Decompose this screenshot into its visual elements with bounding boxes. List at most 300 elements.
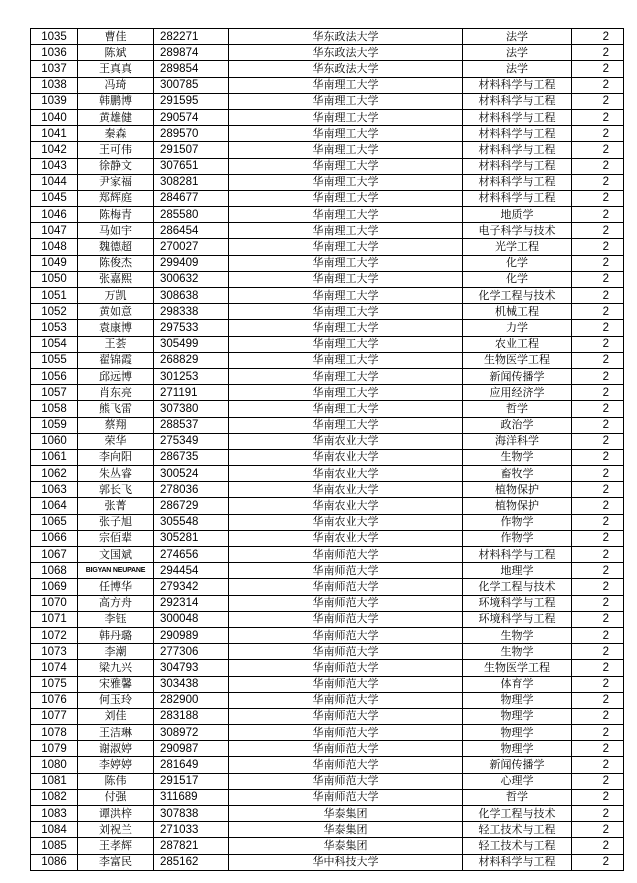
row-number-cell: 1077 bbox=[31, 708, 78, 724]
university-cell: 华南师范大学 bbox=[229, 789, 463, 805]
count-cell: 2 bbox=[572, 93, 624, 109]
table-row bbox=[31, 368, 624, 384]
major-cell: 体育学 bbox=[463, 676, 572, 692]
data-table bbox=[30, 28, 624, 871]
count-cell: 2 bbox=[572, 158, 624, 174]
student-name-cell: 蔡翔 bbox=[78, 417, 154, 433]
student-name-cell: 黄雄健 bbox=[78, 109, 154, 125]
table-row bbox=[31, 789, 624, 805]
university-cell: 华南师范大学 bbox=[229, 660, 463, 676]
student-id-cell: 307380 bbox=[154, 401, 229, 417]
major-cell: 作物学 bbox=[463, 530, 572, 546]
student-name-cell: 袁康博 bbox=[78, 320, 154, 336]
student-name-cell: 万凯 bbox=[78, 288, 154, 304]
university-cell: 华南理工大学 bbox=[229, 368, 463, 384]
university-cell: 华南农业大学 bbox=[229, 514, 463, 530]
count-cell: 2 bbox=[572, 255, 624, 271]
major-cell: 材料科学与工程 bbox=[463, 547, 572, 563]
major-cell: 材料科学与工程 bbox=[463, 142, 572, 158]
table-row bbox=[31, 45, 624, 61]
university-cell: 华南师范大学 bbox=[229, 725, 463, 741]
student-id-cell: 291517 bbox=[154, 773, 229, 789]
major-cell: 材料科学与工程 bbox=[463, 126, 572, 142]
table-row bbox=[31, 741, 624, 757]
university-cell: 华南理工大学 bbox=[229, 109, 463, 125]
university-cell: 华南农业大学 bbox=[229, 466, 463, 482]
student-name-cell: 文国斌 bbox=[78, 547, 154, 563]
student-name-cell: 韩丹璐 bbox=[78, 627, 154, 643]
student-name-cell: 马如宇 bbox=[78, 223, 154, 239]
student-id-cell: 277306 bbox=[154, 644, 229, 660]
major-cell: 材料科学与工程 bbox=[463, 158, 572, 174]
student-id-cell: 274656 bbox=[154, 547, 229, 563]
table-row bbox=[31, 320, 624, 336]
table-row bbox=[31, 288, 624, 304]
row-number-cell: 1044 bbox=[31, 174, 78, 190]
row-number-cell: 1043 bbox=[31, 158, 78, 174]
major-cell: 化学工程与技术 bbox=[463, 579, 572, 595]
count-cell: 2 bbox=[572, 288, 624, 304]
student-id-cell: 287821 bbox=[154, 838, 229, 854]
table-row bbox=[31, 109, 624, 125]
count-cell: 2 bbox=[572, 174, 624, 190]
student-name-cell: 李向阳 bbox=[78, 449, 154, 465]
major-cell: 光学工程 bbox=[463, 239, 572, 255]
major-cell: 化学工程与技术 bbox=[463, 806, 572, 822]
student-id-cell: 298338 bbox=[154, 304, 229, 320]
count-cell: 2 bbox=[572, 368, 624, 384]
table-row bbox=[31, 530, 624, 546]
major-cell: 生物学 bbox=[463, 644, 572, 660]
row-number-cell: 1069 bbox=[31, 579, 78, 595]
count-cell: 2 bbox=[572, 757, 624, 773]
row-number-cell: 1040 bbox=[31, 109, 78, 125]
student-id-cell: 285162 bbox=[154, 854, 229, 870]
count-cell: 2 bbox=[572, 563, 624, 579]
table-row bbox=[31, 498, 624, 514]
student-id-cell: 305548 bbox=[154, 514, 229, 530]
row-number-cell: 1068 bbox=[31, 563, 78, 579]
row-number-cell: 1048 bbox=[31, 239, 78, 255]
student-name-cell: 冯琦 bbox=[78, 77, 154, 93]
university-cell: 华南师范大学 bbox=[229, 644, 463, 660]
student-id-cell: 289570 bbox=[154, 126, 229, 142]
student-id-cell: 311689 bbox=[154, 789, 229, 805]
count-cell: 2 bbox=[572, 45, 624, 61]
count-cell: 2 bbox=[572, 579, 624, 595]
student-id-cell: 286454 bbox=[154, 223, 229, 239]
student-id-cell: 299409 bbox=[154, 255, 229, 271]
major-cell: 生物医学工程 bbox=[463, 352, 572, 368]
student-name-cell: 徐静文 bbox=[78, 158, 154, 174]
student-id-cell: 271191 bbox=[154, 385, 229, 401]
student-id-cell: 290574 bbox=[154, 109, 229, 125]
row-number-cell: 1065 bbox=[31, 514, 78, 530]
table-row bbox=[31, 449, 624, 465]
student-name-cell: 黄如意 bbox=[78, 304, 154, 320]
major-cell: 物理学 bbox=[463, 708, 572, 724]
table-row bbox=[31, 611, 624, 627]
table-row bbox=[31, 547, 624, 563]
count-cell: 2 bbox=[572, 854, 624, 870]
count-cell: 2 bbox=[572, 271, 624, 287]
row-number-cell: 1086 bbox=[31, 854, 78, 870]
major-cell: 哲学 bbox=[463, 789, 572, 805]
university-cell: 华南理工大学 bbox=[229, 352, 463, 368]
count-cell: 2 bbox=[572, 239, 624, 255]
student-id-cell: 270027 bbox=[154, 239, 229, 255]
row-number-cell: 1085 bbox=[31, 838, 78, 854]
student-id-cell: 282271 bbox=[154, 29, 229, 45]
university-cell: 华南农业大学 bbox=[229, 498, 463, 514]
student-name-cell: 陈俊杰 bbox=[78, 255, 154, 271]
table-row bbox=[31, 352, 624, 368]
student-id-cell: 301253 bbox=[154, 368, 229, 384]
count-cell: 2 bbox=[572, 806, 624, 822]
university-cell: 华东政法大学 bbox=[229, 61, 463, 77]
row-number-cell: 1052 bbox=[31, 304, 78, 320]
student-id-cell: 290989 bbox=[154, 627, 229, 643]
table-row bbox=[31, 627, 624, 643]
major-cell: 化学 bbox=[463, 271, 572, 287]
student-id-cell: 305499 bbox=[154, 336, 229, 352]
student-id-cell: 291595 bbox=[154, 93, 229, 109]
row-number-cell: 1038 bbox=[31, 77, 78, 93]
table-row bbox=[31, 466, 624, 482]
student-id-cell: 268829 bbox=[154, 352, 229, 368]
major-cell: 化学工程与技术 bbox=[463, 288, 572, 304]
student-name-cell: 王洁琳 bbox=[78, 725, 154, 741]
row-number-cell: 1072 bbox=[31, 627, 78, 643]
university-cell: 华南师范大学 bbox=[229, 773, 463, 789]
table-row bbox=[31, 126, 624, 142]
count-cell: 2 bbox=[572, 417, 624, 433]
major-cell: 农业工程 bbox=[463, 336, 572, 352]
major-cell: 材料科学与工程 bbox=[463, 77, 572, 93]
student-name-cell: 翟锦霞 bbox=[78, 352, 154, 368]
student-name-cell: 韩鹏博 bbox=[78, 93, 154, 109]
university-cell: 华南理工大学 bbox=[229, 174, 463, 190]
major-cell: 化学 bbox=[463, 255, 572, 271]
student-id-cell: 308281 bbox=[154, 174, 229, 190]
university-cell: 华南理工大学 bbox=[229, 142, 463, 158]
row-number-cell: 1073 bbox=[31, 644, 78, 660]
university-cell: 华南理工大学 bbox=[229, 239, 463, 255]
student-name-cell: 王可伟 bbox=[78, 142, 154, 158]
student-name-cell: 何玉玲 bbox=[78, 692, 154, 708]
table-row bbox=[31, 271, 624, 287]
university-cell: 华南理工大学 bbox=[229, 255, 463, 271]
table-row bbox=[31, 255, 624, 271]
university-cell: 华南农业大学 bbox=[229, 482, 463, 498]
student-name-cell: 任博华 bbox=[78, 579, 154, 595]
table-row bbox=[31, 595, 624, 611]
count-cell: 2 bbox=[572, 838, 624, 854]
student-name-cell: 陈伟 bbox=[78, 773, 154, 789]
row-number-cell: 1058 bbox=[31, 401, 78, 417]
row-number-cell: 1042 bbox=[31, 142, 78, 158]
major-cell: 政治学 bbox=[463, 417, 572, 433]
row-number-cell: 1075 bbox=[31, 676, 78, 692]
student-name-cell: 肖东亮 bbox=[78, 385, 154, 401]
row-number-cell: 1061 bbox=[31, 449, 78, 465]
student-name-cell: 高方舟 bbox=[78, 595, 154, 611]
university-cell: 华南师范大学 bbox=[229, 741, 463, 757]
university-cell: 华南理工大学 bbox=[229, 336, 463, 352]
university-cell: 华南师范大学 bbox=[229, 676, 463, 692]
count-cell: 2 bbox=[572, 514, 624, 530]
row-number-cell: 1071 bbox=[31, 611, 78, 627]
student-id-cell: 286729 bbox=[154, 498, 229, 514]
table-row bbox=[31, 401, 624, 417]
table-row bbox=[31, 660, 624, 676]
student-id-cell: 294454 bbox=[154, 563, 229, 579]
major-cell: 生物学 bbox=[463, 449, 572, 465]
student-id-cell: 297533 bbox=[154, 320, 229, 336]
university-cell: 华南理工大学 bbox=[229, 207, 463, 223]
count-cell: 2 bbox=[572, 77, 624, 93]
major-cell: 轻工技术与工程 bbox=[463, 822, 572, 838]
student-id-cell: 307651 bbox=[154, 158, 229, 174]
university-cell: 华南师范大学 bbox=[229, 611, 463, 627]
student-name-cell: 李婷婷 bbox=[78, 757, 154, 773]
university-cell: 华南师范大学 bbox=[229, 692, 463, 708]
student-name-cell: 宗佰辈 bbox=[78, 530, 154, 546]
count-cell: 2 bbox=[572, 789, 624, 805]
count-cell: 2 bbox=[572, 433, 624, 449]
university-cell: 华泰集团 bbox=[229, 838, 463, 854]
student-name-cell: 王孝辉 bbox=[78, 838, 154, 854]
university-cell: 华南师范大学 bbox=[229, 579, 463, 595]
major-cell: 材料科学与工程 bbox=[463, 190, 572, 206]
row-number-cell: 1063 bbox=[31, 482, 78, 498]
count-cell: 2 bbox=[572, 498, 624, 514]
university-cell: 华南农业大学 bbox=[229, 530, 463, 546]
student-id-cell: 289854 bbox=[154, 61, 229, 77]
count-cell: 2 bbox=[572, 466, 624, 482]
table-row bbox=[31, 579, 624, 595]
student-name-cell: 秦森 bbox=[78, 126, 154, 142]
university-cell: 华南师范大学 bbox=[229, 627, 463, 643]
count-cell: 2 bbox=[572, 126, 624, 142]
table-row bbox=[31, 207, 624, 223]
student-name-cell: 刘佳 bbox=[78, 708, 154, 724]
university-cell: 华南师范大学 bbox=[229, 547, 463, 563]
count-cell: 2 bbox=[572, 320, 624, 336]
university-cell: 华南理工大学 bbox=[229, 385, 463, 401]
student-id-cell: 300524 bbox=[154, 466, 229, 482]
count-cell: 2 bbox=[572, 449, 624, 465]
student-id-cell: 275349 bbox=[154, 433, 229, 449]
count-cell: 2 bbox=[572, 627, 624, 643]
major-cell: 环境科学与工程 bbox=[463, 611, 572, 627]
major-cell: 机械工程 bbox=[463, 304, 572, 320]
university-cell: 华南理工大学 bbox=[229, 93, 463, 109]
student-name-cell: 郑辉庭 bbox=[78, 190, 154, 206]
university-cell: 华泰集团 bbox=[229, 806, 463, 822]
university-cell: 华南理工大学 bbox=[229, 126, 463, 142]
student-name-cell: 李富民 bbox=[78, 854, 154, 870]
major-cell: 哲学 bbox=[463, 401, 572, 417]
row-number-cell: 1070 bbox=[31, 595, 78, 611]
student-name-cell: 荣华 bbox=[78, 433, 154, 449]
major-cell: 地质学 bbox=[463, 207, 572, 223]
university-cell: 华南理工大学 bbox=[229, 77, 463, 93]
student-name-cell: 尹家福 bbox=[78, 174, 154, 190]
student-name-cell: 谭洪梓 bbox=[78, 806, 154, 822]
university-cell: 华南理工大学 bbox=[229, 271, 463, 287]
university-cell: 华南农业大学 bbox=[229, 433, 463, 449]
count-cell: 2 bbox=[572, 207, 624, 223]
row-number-cell: 1054 bbox=[31, 336, 78, 352]
student-id-cell: 300785 bbox=[154, 77, 229, 93]
count-cell: 2 bbox=[572, 773, 624, 789]
student-id-cell: 286735 bbox=[154, 449, 229, 465]
count-cell: 2 bbox=[572, 644, 624, 660]
student-name-cell: 陈梅青 bbox=[78, 207, 154, 223]
row-number-cell: 1053 bbox=[31, 320, 78, 336]
table-row bbox=[31, 854, 624, 870]
table-row bbox=[31, 644, 624, 660]
count-cell: 2 bbox=[572, 547, 624, 563]
table-row bbox=[31, 773, 624, 789]
student-name-cell: BIGYAN NEUPANE bbox=[78, 563, 154, 579]
student-id-cell: 289874 bbox=[154, 45, 229, 61]
major-cell: 心理学 bbox=[463, 773, 572, 789]
table-row bbox=[31, 757, 624, 773]
row-number-cell: 1051 bbox=[31, 288, 78, 304]
student-id-cell: 292314 bbox=[154, 595, 229, 611]
student-name-cell: 谢淑婷 bbox=[78, 741, 154, 757]
student-id-cell: 305281 bbox=[154, 530, 229, 546]
row-number-cell: 1078 bbox=[31, 725, 78, 741]
student-name-cell: 邱远博 bbox=[78, 368, 154, 384]
table-row bbox=[31, 433, 624, 449]
table-row bbox=[31, 158, 624, 174]
major-cell: 生物学 bbox=[463, 627, 572, 643]
table-row bbox=[31, 77, 624, 93]
major-cell: 新闻传播学 bbox=[463, 757, 572, 773]
count-cell: 2 bbox=[572, 109, 624, 125]
student-id-cell: 281649 bbox=[154, 757, 229, 773]
count-cell: 2 bbox=[572, 352, 624, 368]
university-cell: 华南师范大学 bbox=[229, 595, 463, 611]
university-cell: 华南理工大学 bbox=[229, 158, 463, 174]
row-number-cell: 1047 bbox=[31, 223, 78, 239]
row-number-cell: 1062 bbox=[31, 466, 78, 482]
table-row bbox=[31, 61, 624, 77]
student-name-cell: 宋雅馨 bbox=[78, 676, 154, 692]
student-name-cell: 魏德超 bbox=[78, 239, 154, 255]
count-cell: 2 bbox=[572, 29, 624, 45]
major-cell: 作物学 bbox=[463, 514, 572, 530]
row-number-cell: 1083 bbox=[31, 806, 78, 822]
major-cell: 轻工技术与工程 bbox=[463, 838, 572, 854]
table-row bbox=[31, 514, 624, 530]
student-id-cell: 304793 bbox=[154, 660, 229, 676]
major-cell: 环境科学与工程 bbox=[463, 595, 572, 611]
count-cell: 2 bbox=[572, 708, 624, 724]
row-number-cell: 1046 bbox=[31, 207, 78, 223]
table-row bbox=[31, 190, 624, 206]
major-cell: 地理学 bbox=[463, 563, 572, 579]
table-row bbox=[31, 142, 624, 158]
major-cell: 应用经济学 bbox=[463, 385, 572, 401]
table-row bbox=[31, 838, 624, 854]
row-number-cell: 1066 bbox=[31, 530, 78, 546]
student-name-cell: 陈斌 bbox=[78, 45, 154, 61]
count-cell: 2 bbox=[572, 611, 624, 627]
count-cell: 2 bbox=[572, 223, 624, 239]
major-cell: 物理学 bbox=[463, 725, 572, 741]
major-cell: 畜牧学 bbox=[463, 466, 572, 482]
student-id-cell: 278036 bbox=[154, 482, 229, 498]
university-cell: 华南理工大学 bbox=[229, 288, 463, 304]
table-row bbox=[31, 29, 624, 45]
university-cell: 华南理工大学 bbox=[229, 190, 463, 206]
student-id-cell: 290987 bbox=[154, 741, 229, 757]
major-cell: 植物保护 bbox=[463, 482, 572, 498]
table-row bbox=[31, 708, 624, 724]
student-id-cell: 288537 bbox=[154, 417, 229, 433]
row-number-cell: 1081 bbox=[31, 773, 78, 789]
major-cell: 新闻传播学 bbox=[463, 368, 572, 384]
student-id-cell: 291507 bbox=[154, 142, 229, 158]
row-number-cell: 1055 bbox=[31, 352, 78, 368]
university-cell: 华南理工大学 bbox=[229, 223, 463, 239]
major-cell: 物理学 bbox=[463, 692, 572, 708]
student-id-cell: 300048 bbox=[154, 611, 229, 627]
university-cell: 华南农业大学 bbox=[229, 449, 463, 465]
count-cell: 2 bbox=[572, 482, 624, 498]
university-cell: 华东政法大学 bbox=[229, 45, 463, 61]
student-id-cell: 284677 bbox=[154, 190, 229, 206]
count-cell: 2 bbox=[572, 676, 624, 692]
row-number-cell: 1037 bbox=[31, 61, 78, 77]
row-number-cell: 1036 bbox=[31, 45, 78, 61]
row-number-cell: 1041 bbox=[31, 126, 78, 142]
row-number-cell: 1057 bbox=[31, 385, 78, 401]
major-cell: 法学 bbox=[463, 61, 572, 77]
row-number-cell: 1056 bbox=[31, 368, 78, 384]
university-cell: 华南理工大学 bbox=[229, 417, 463, 433]
row-number-cell: 1064 bbox=[31, 498, 78, 514]
student-name-cell: 曹佳 bbox=[78, 29, 154, 45]
count-cell: 2 bbox=[572, 741, 624, 757]
student-name-cell: 熊飞雷 bbox=[78, 401, 154, 417]
major-cell: 植物保护 bbox=[463, 498, 572, 514]
table-row bbox=[31, 676, 624, 692]
major-cell: 海洋科学 bbox=[463, 433, 572, 449]
university-cell: 华南师范大学 bbox=[229, 563, 463, 579]
count-cell: 2 bbox=[572, 61, 624, 77]
student-name-cell: 张子旭 bbox=[78, 514, 154, 530]
student-id-cell: 279342 bbox=[154, 579, 229, 595]
university-cell: 华南师范大学 bbox=[229, 757, 463, 773]
row-number-cell: 1035 bbox=[31, 29, 78, 45]
major-cell: 法学 bbox=[463, 45, 572, 61]
count-cell: 2 bbox=[572, 190, 624, 206]
table-row bbox=[31, 563, 624, 579]
count-cell: 2 bbox=[572, 142, 624, 158]
university-cell: 华南理工大学 bbox=[229, 304, 463, 320]
row-number-cell: 1045 bbox=[31, 190, 78, 206]
count-cell: 2 bbox=[572, 725, 624, 741]
student-name-cell: 付强 bbox=[78, 789, 154, 805]
count-cell: 2 bbox=[572, 385, 624, 401]
student-name-cell: 李潮 bbox=[78, 644, 154, 660]
count-cell: 2 bbox=[572, 660, 624, 676]
